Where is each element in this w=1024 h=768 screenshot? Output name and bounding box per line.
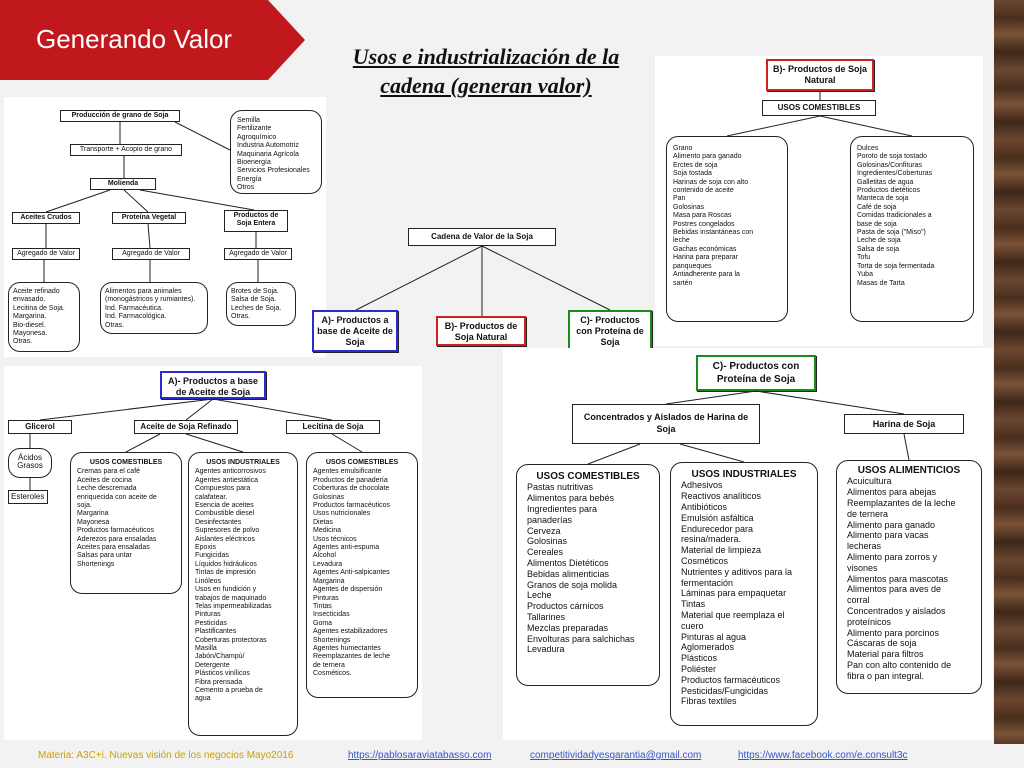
protein-col2 [670, 462, 818, 726]
list-item: soja. [77, 502, 92, 510]
list-item: Esencia de aceites [195, 502, 254, 510]
list-item: Tintas [681, 599, 706, 610]
list-item: Fertilizante [237, 125, 272, 133]
list-item: Comidas tradicionales a [857, 212, 932, 220]
list-item: Alcohol [313, 552, 336, 560]
node-milling: Molienda [90, 178, 156, 190]
list-item: Láminas para empaquetar [681, 588, 787, 599]
list-item: base de soja [857, 220, 897, 228]
list-item: Epoxis [195, 544, 217, 552]
node-value-chain-root: Cadena de Valor de la Soja [408, 228, 556, 246]
list-item: Golosinas [673, 203, 705, 211]
protein-col3 [836, 460, 982, 694]
list-item: Plásticos [681, 653, 718, 664]
glicerol-esterols: Esteroles [8, 490, 48, 504]
list-item: Coberturas de chocolate [313, 485, 390, 493]
list-item: Ingredientes para [527, 504, 598, 514]
list-item: sartén [673, 279, 693, 287]
list-item: Alimento para ganado [847, 519, 936, 530]
node-concentrates: Concentrados y Aislados de Harina de Soja [572, 404, 760, 444]
list-item: Supresores de polvo [195, 527, 260, 535]
list-item: Poroto de soja tostado [857, 153, 928, 161]
list-item: Agroquímico [237, 133, 277, 141]
list-item: Endurecedor para [681, 523, 754, 534]
list-item: Reemplazantes de leche [313, 653, 391, 661]
list-item: Agentes Anti-salpicantes [313, 569, 390, 577]
list-item: Bebidas alimenticias [527, 568, 610, 579]
node-production: Producción de grano de Soja [60, 110, 180, 122]
list-item: Emulsión asfáltica [681, 512, 754, 523]
list-item: Margarina [77, 510, 109, 518]
list-item: Golosinas [313, 493, 345, 501]
list-item: Agentes anti-espuma [313, 544, 380, 552]
list-item: Cáscaras de soja [847, 638, 917, 649]
list-item: Golosinas [527, 536, 568, 547]
list-item: Otros [237, 184, 255, 192]
list-item: Otras. [105, 321, 125, 329]
list-item: lecheras [847, 541, 882, 552]
list-item: Margarina [313, 577, 345, 585]
list-item: Tofu [857, 254, 871, 262]
list-item: Harinas de soja con alto [673, 178, 749, 186]
list-item: Linóleos [195, 577, 222, 585]
list-item: Material para filtros [847, 649, 924, 660]
list-item: Agentes humectantes [313, 644, 381, 652]
list-item: Aislantes eléctricos [195, 535, 255, 543]
list-item: Pastas nutritivas [527, 482, 594, 493]
list-item: Acuicultura [847, 476, 892, 487]
list-item: Envolturas para salchichas [527, 633, 635, 644]
list-item: Desinfectantes [195, 518, 242, 526]
list-item: Productos farmacéuticos [681, 674, 781, 685]
node-soy-flour: Harina de Soja [844, 414, 964, 434]
list-item: Leche [527, 590, 552, 601]
list-item: Masa para Roscas [673, 212, 732, 220]
list-item: Dietas [313, 518, 333, 526]
list-item: Galletitas de agua [857, 178, 914, 186]
list-item: cuero [681, 620, 704, 631]
list-item: panaderías [527, 514, 573, 525]
list-item: Salsa de soja [857, 245, 900, 253]
node-refined-oil: Aceite de Soja Refinado [134, 420, 238, 434]
list-item: Tintas de impresión [195, 569, 256, 577]
list-item: Antibióticos [681, 502, 728, 512]
list-item: Cereales [527, 547, 564, 558]
list-item: Alimento para vacas [847, 530, 929, 541]
list-item: (monogástricos y rumiantes). [105, 296, 196, 304]
list-item: Material de limpieza [681, 545, 762, 556]
list-item: Leches de Soja. [231, 304, 282, 312]
list-item: visones [847, 562, 878, 573]
list-item: Tintas [313, 602, 332, 610]
list-item: Tallarines [527, 611, 566, 622]
natural-list-left [666, 136, 788, 322]
list-item: Alimentos para aves de [847, 584, 942, 595]
oil-col2 [188, 452, 298, 736]
node-transport: Transporte + Acopio de grano [70, 144, 182, 156]
list-item: Combustible diesel [195, 510, 255, 518]
list-item: Antiadherente para la [673, 271, 740, 279]
list-item: Productos de panadería [313, 476, 388, 484]
list-item: Pan con alto contenido de [847, 659, 952, 670]
result-box-whole [226, 282, 296, 326]
list-item: Fibra prensada [195, 678, 243, 686]
list-item: Bioenergía [237, 159, 271, 167]
list-item: Erctes de soja [673, 161, 718, 169]
node-protein-title: C)- Productos con Proteína de Soja [696, 355, 816, 391]
list-item: Insecticidas [313, 611, 350, 619]
list-title: USOS COMESTIBLES [89, 459, 163, 466]
list-item: Nutrientes y aditivos para la [681, 566, 793, 577]
banner-title: Generando Valor [36, 24, 233, 54]
node-vegetable-protein: Proteína Vegetal [112, 212, 186, 224]
result-box-protein [100, 282, 208, 334]
protein-col1 [516, 464, 660, 686]
list-item: Granos de soja molida [527, 579, 618, 590]
list-item: envasado. [13, 296, 46, 304]
list-item: de ternera [847, 508, 889, 519]
list-item: Productos dietéticos [857, 187, 921, 195]
oil-col1 [70, 452, 182, 594]
list-item: Mayonesa [77, 518, 110, 526]
list-item: Dulces [857, 145, 879, 152]
list-item: Torta de soja fermentada [857, 262, 935, 270]
list-item: Cerveza [527, 525, 561, 536]
slide-headline: Usos e industrialización de la cadena (generan valor) [352, 44, 620, 98]
list-item: Agentes emulsificante [313, 468, 382, 476]
list-item: Lecitina de Soja. [13, 304, 65, 312]
list-item: Cosméticos. [313, 670, 352, 678]
list-item: Aceite refinado [13, 288, 60, 295]
list-item: Cosméticos [681, 555, 729, 566]
list-item: Semilla [237, 117, 260, 124]
list-item: Mezclas preparadas [527, 622, 609, 633]
list-item: agua [195, 695, 211, 703]
list-title: USOS INDUSTRIALES [206, 459, 280, 466]
list-item: Detergente [195, 661, 230, 669]
list-item: Cemento a prueba de [195, 686, 263, 694]
list-item: Masilla [195, 644, 217, 652]
list-item: corral [847, 595, 870, 606]
list-item: Pasta de soja ("Miso") [857, 229, 926, 237]
list-item: Shortenings [313, 636, 351, 644]
list-item: Manteca de soja [857, 195, 909, 203]
list-title: USOS ALIMENTICIOS [857, 465, 961, 476]
list-item: Levadura [313, 560, 343, 568]
list-item: Plastificantes [195, 628, 237, 636]
list-item: Fibras textiles [681, 696, 737, 707]
node-oil-title: A)- Productos a base de Aceite de Soja [160, 371, 266, 399]
list-item: Grano [673, 145, 693, 152]
node-chain-a: A)- Productos a base de Aceite de Soja [312, 310, 398, 352]
node-lecithin: Lecitina de Soja [286, 420, 380, 434]
list-item: Alimento para porcinos [847, 627, 940, 638]
list-item: Industria Automotriz [237, 142, 299, 150]
natural-list-right [850, 136, 974, 322]
list-item: Coberturas protectoras [195, 636, 267, 644]
list-item: Otras. [231, 313, 251, 321]
node-glicerol: Glicerol [8, 420, 72, 434]
list-item: Alimentos para bebés [527, 493, 615, 504]
node-whole-soy: Productos de Soja Entera [224, 210, 288, 232]
list-title: USOS COMESTIBLES [325, 459, 399, 466]
node-chain-b: B)- Productos de Soja Natural [436, 316, 526, 346]
list-item: panqueques [673, 262, 712, 270]
list-item: Usos en fundición y [195, 586, 257, 594]
list-item: Alimento para zorros y [847, 551, 938, 562]
list-item: Mayonesa. [13, 330, 48, 338]
list-item: Shortenings [77, 560, 115, 568]
list-item: Leche descremada [77, 485, 137, 493]
list-item: contenido de aceite [673, 187, 734, 195]
list-item: Yuba [857, 271, 873, 279]
list-item: Medicina [313, 527, 342, 535]
list-item: Gachas económicas [673, 245, 737, 253]
list-item: Golosinas/Confituras [857, 161, 922, 169]
list-item: Compuestos para [195, 485, 251, 493]
list-item: fermentación [681, 577, 734, 588]
footer-link-facebook[interactable]: https://www.facebook.com/e.consult3c [738, 750, 908, 761]
result-box-oil [8, 282, 80, 352]
list-item: Bio-diesel. [13, 321, 46, 329]
list-item: calafatear. [195, 493, 228, 501]
list-item: Cremas para el café [77, 468, 141, 476]
list-item: Alimentos Dietéticos [527, 557, 609, 568]
list-item: Brotes de Soja. [231, 288, 279, 295]
list-item: Material que reemplaza el [681, 609, 785, 620]
list-item: Levadura [527, 644, 565, 655]
list-item: Pinturas al agua [681, 631, 747, 642]
list-item: Productos farmacéuticos [313, 502, 391, 510]
list-item: Café de soja [857, 203, 897, 211]
list-item: Productos farmacéuticos [77, 527, 155, 535]
list-item: Alimento para ganado [673, 153, 742, 161]
footer-link-website[interactable]: https://pablosaraviatabasso.com [348, 750, 492, 761]
list-item: Bebidas instantáneas con [673, 229, 754, 237]
list-item: Usos nutricionales [313, 510, 371, 518]
list-item: Masas de Tarta [857, 279, 905, 287]
list-item: Alimentos para mascotas [847, 573, 949, 584]
glicerol-acids: Ácidos Grasos [8, 448, 52, 478]
node-chain-c: C)- Productos con Proteína de Soja [568, 310, 652, 352]
list-item: Telas impermeabilizadas [195, 602, 272, 610]
list-item: Adhesivos [681, 480, 723, 491]
list-item: Ind. Farmacéutica. [105, 304, 163, 312]
list-item: Aglomerados [681, 642, 735, 653]
list-item: Margarina. [13, 313, 47, 321]
list-item: Pan [673, 195, 686, 203]
list-item: Aceites para ensaladas [77, 544, 150, 552]
list-item: Agentes estabilizadores [313, 628, 388, 636]
list-item: Pesticidas [195, 619, 227, 627]
oil-col3 [306, 452, 418, 698]
list-item: fibra o pan integral. [847, 670, 925, 681]
footer-bar [0, 744, 1024, 768]
list-item: Agentes anticorrosivos [195, 468, 266, 476]
list-item: Alimentos para animales [105, 288, 182, 295]
list-item: Postres congelados [673, 220, 735, 228]
list-item: trabajos de maquinado [195, 594, 267, 602]
node-added-value-3: Agregado de Valor [224, 248, 292, 260]
list-item: Aderezos para ensaladas [77, 535, 157, 543]
list-item: Energía [237, 175, 262, 183]
list-item: Fungicidas [195, 552, 229, 560]
node-added-value-2: Agregado de Valor [112, 248, 190, 260]
list-item: Reactivos analíticos [681, 491, 762, 502]
list-item: Plásticos vinílicos [195, 670, 250, 678]
list-title: USOS COMESTIBLES [536, 471, 640, 482]
list-item: Leche de soja [857, 237, 901, 245]
list-item: Maquinaria Agrícola [237, 150, 299, 158]
list-item: Concentrados y aislados [847, 605, 946, 616]
list-item: Agentes antiestática [195, 476, 259, 484]
list-item: Harina para preparar [673, 254, 738, 262]
list-item: resina/madera. [681, 534, 742, 545]
node-natural-uses: USOS COMESTIBLES [762, 100, 876, 116]
list-item: proteínicos [847, 616, 892, 627]
list-item: Alimentos para abejas [847, 487, 937, 498]
list-item: Goma [313, 619, 333, 627]
list-item: Jabón/Champú/ [195, 653, 245, 661]
footer-link-email[interactable]: competitividadyesgarantia@gmail.com [530, 750, 702, 761]
node-natural-title: B)- Productos de Soja Natural [766, 59, 874, 91]
node-crude-oil: Aceites Crudos [12, 212, 80, 224]
list-title: USOS INDUSTRIALES [691, 469, 797, 480]
list-item: Pinturas [313, 594, 339, 602]
list-item: leche [673, 237, 690, 245]
list-item: de ternera [313, 661, 345, 669]
list-item: Servicios Profesionales [237, 167, 310, 175]
list-item: Productos cárnicos [527, 601, 604, 612]
list-item: Ingredientes/Coberturas [857, 170, 933, 178]
list-item: Ind. Farmacológica. [105, 313, 167, 321]
list-item: enriquecida con aceite de [77, 493, 157, 501]
list-item: Pinturas [195, 611, 221, 619]
list-item: Líquidos hidráulicos [195, 560, 257, 568]
wood-background [994, 0, 1024, 768]
list-item: Reemplazantes de la leche [847, 498, 956, 508]
list-item: Agentes de dispersión [313, 586, 383, 594]
node-added-value-1: Agregado de Valor [12, 248, 80, 260]
list-item: Aceites de cocina [77, 476, 132, 484]
list-item: Otras. [13, 338, 33, 346]
inputs-box [230, 110, 322, 194]
footer-text: Materia: A3C+i. Nuevas visión de los negocios Mayo2016 [38, 750, 294, 761]
list-item: Pesticidas/Fungicidas [681, 685, 769, 696]
list-item: Usos técnicos [313, 535, 357, 543]
list-item: Poliéster [681, 663, 717, 674]
list-item: Salsa de Soja. [231, 296, 277, 304]
list-item: Soja tostada [673, 170, 712, 178]
list-item: Salsas para untar [77, 552, 132, 560]
